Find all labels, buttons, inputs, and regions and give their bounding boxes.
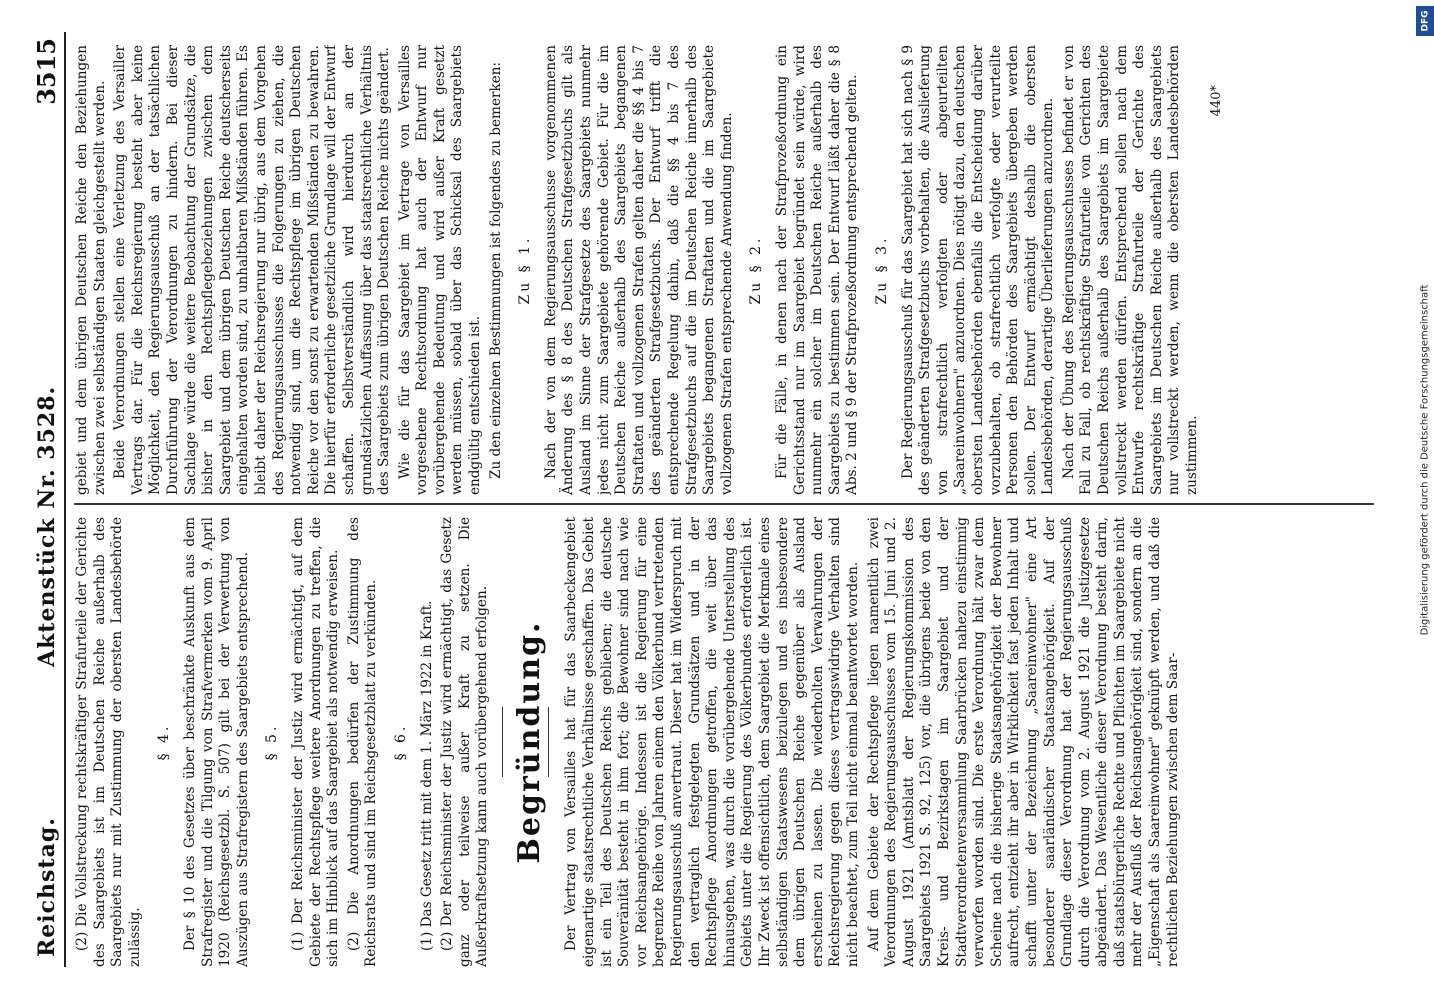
- zu-1-text: Nach der von dem Regierungsausschusse vorgenommenen Änderung des § 8 des Deutschen Strafgesetzbuchs gilt als Ausland im Sinne der Strafgesetze des Saargebiets nunmehr jedes nicht zum Saargebiete gehörende Gebiet. Für die im Deutschen Reiche außerhalb des Saargebiets begangenen Straftaten und vollzogenen Strafen gelten daher die §§ 4 bis 7 des geänderten Strafgesetzbuchs. Der Entwurf trifft die entsprechende Regelung dahin, daß die §§ 4 bis 7 des Strafgesetzbuchs auf die im Deutschen Reiche innerhalb des Saargebiets begangenen Straftaten und die im Saargebiete vollzogenen Strafen entsprechende Anwendung finden.: [542, 45, 735, 495]
- zu-2-title: Zu § 2.: [748, 235, 765, 305]
- section-4-title: § 4.: [156, 723, 173, 761]
- paragraph-verletzung: Beide Verordnungen stellen eine Verletzung des Versailler Vertrags dar. Für die Reichsregierung besteht aber keine Möglichkeit, den Regierungsausschuß an der tatsächlichen Durchführung der Verordnungen zu hindern. Bei dieser Sachlage würde die weitere Beobachtung der Grundsätze, die bisher in den Rechtspflegebeziehungen zwischen dem Saargebiet und dem übrigen Deutschen Reiche deutscherseits eingehalten worden sind, zu unhaltbaren Mißständen führen. Es bleibt daher der Reichsregierung nur übrig, aus dem Vorgehen des Regierungsausschusses die Folgerungen zu ziehen, die notwendig sind, um die Rechtspflege im übrigen Deutschen Reiche vor den sonst zu erwartenden Mißständen zu bewahren. Die hierfür erforderliche gesetzliche Grundlage will der Entwurf schaffen. Selbstverständlich wird hierdurch an der grundsätzlichen Auffassung über das staatsrechtliche Verhältnis des Saargebiets zum übrigen Deutschen Reiche nichts geändert.: [112, 45, 393, 495]
- column-divider: [74, 503, 1374, 505]
- right-column: [74, 45, 1374, 495]
- digitization-sidebar: [1416, 0, 1434, 1000]
- zu-2-text: Für die Fälle, in denen nach der Strafprozeßordnung ein Gerichtsstand nur im Saargebiet begründet sein würde, wird nunmehr ein solcher im Deutschen Reiche außerhalb des Saargebiets zu bestimmen sein. Der Entwurf läßt daher die § 8 Abs. 2 und § 9 der Strafprozeßordnung entsprechend gelten.: [773, 45, 861, 495]
- begruendung-paragraph-2: Auf dem Gebiete der Rechtspflege liegen namentlich zwei Verordnungen des Regierungsausschusses vom 15. Juni und 2. August 1921 (Amtsblatt der Regierungskommission des Saargebiets 1921 S. 92, 125) vor, die übrigens beide von den Kreis- und Bezirkstagen im Saargebiet und der Stadtverordnetenversammlung Saarbrücken nahezu einstimmig verworfen worden sind. Die erste Verordnung hält zwar dem Scheine nach die bisherige Staatsangehörigkeit der Bewohner aufrecht, entzieht ihr aber in Wirklichkeit fast jeden Inhalt und schafft unter der Bezeichnung „Saareinwohner" eine Art besonderer saarländischer Staatsangehörigkeit. Auf der Grundlage dieser Verordnung hat der Regierungsausschuß durch die Verordnung vom 2. August 1921 die Justizgesetze abgeändert. Das Wesentliche dieser Verordnung besteht darin, daß staatsbürgerliche Rechte und Pflichten im Saargebiete nicht mehr der Ausfluß der Reichsangehörigkeit sind, sondern an die „Eigenschaft als Saareinwohner" geknüpft werden, und daß die rechtlichen Beziehungen zwischen dem Saar-: [865, 517, 1181, 967]
- paragraph-voruebergehend: Wie die für das Saargebiet im Vertrage von Versailles vorgesehene Rechtsordnung hat auch der Entwurf nur vorübergehende Bedeutung und wird außer Kraft gesetzt werden müssen, sobald über das Schicksal des Saargebiets endgültig entschieden ist.: [396, 45, 484, 495]
- header-document-number: Aktenstück Nr. 3528.: [34, 385, 60, 667]
- section-5-paragraph-1: (1) Der Reichsminister der Justiz wird ermächtigt, auf dem Gebiete der Rechtspflege weitere Anordnungen zu treffen, die sich im Hinblick auf das Saargebiet als notwendig erweisen.: [289, 517, 342, 967]
- section-6-paragraph-2: (2) Der Reichsminister der Justiz wird ermächtigt, das Gesetz ganz oder teilweise außer Kraft zu setzen. Die Außerkraftsetzung kann auch vorübergehend erfolgen.: [439, 517, 491, 967]
- page-header: [30, 32, 66, 967]
- separator-rule-lower: [548, 707, 549, 777]
- rotated-document: [30, 32, 1390, 967]
- separator-rule: [502, 707, 503, 777]
- paragraph-bemerkungen: Zu den einzelnen Bestimmungen ist folgendes zu bemerken:: [487, 61, 504, 479]
- section-5-title: § 5.: [264, 723, 281, 761]
- begruendung-heading: Begründung.: [511, 620, 547, 864]
- zu-3-title: Zu § 3.: [873, 235, 890, 305]
- paragraph-3-2: (2) Die Vollstreckung rechtskräftiger Strafurteile der Gerichte des Saargebiets ist im Deutschen Reiche außerhalb des Saargebiets nur mit Zustimmung der obersten Landesbehörde zulässig.: [74, 517, 143, 967]
- dfg-logo-text: DFG: [1420, 10, 1431, 32]
- begruendung-paragraph-1: Der Vertrag von Versailles hat für das Saarbeckengebiet eigenartige staatsrechtliche Verhältnisse geschaffen. Das Gebiet ist ein Teil des Deutschen Reichs geblieben; die deutsche Souveränität besteht in ihm fort; die Bewohner sind nach wie vor Reichsangehörige. Indessen ist die Regierung für eine begrenzte Reihe von Jahren einem den Völkerbund vertretenden Regierungsausschuß anvertraut. Dieser hat im Widerspruch mit den vertraglich festgelegten Grundsätzen und in der Rechtspflege Anordnungen getroffen, die weit über das hinausgehen, was durch die vorübergehende Unterstellung des Gebiets unter die Regierung des Völkerbundes erforderlich ist. Ihr Zweck ist offensichtlich, dem Saargebiet die Merkmale eines selbständigen Staatswesens beizulegen und es insbesondere dem übrigen Deutschen Reiche gegenüber als Ausland erscheinen zu lassen. Die wiederholten Verwahrungen der Reichsregierung gegen dieses vertragswidrige Verhalten sind nicht beachtet, zum Teil nicht einmal beantwortet worden.: [563, 517, 861, 967]
- digitization-credit: Digitalisierung gefördert durch die Deutsche Forschungsgemeinschaft: [1419, 284, 1431, 636]
- zu-1-title: Zu § 1.: [517, 235, 534, 305]
- header-reichstag: Reichstag.: [34, 817, 60, 957]
- zu-3-paragraph-1: Der Regierungsausschuß für das Saargebiet hat sich nach § 9 des geänderten Strafgesetzbuchs vorbehalten, die Auslieferung von strafrechtlich verfolgten oder abgeurteilten „Saareinwohnern" anzuordnen. Dies nötigt dazu, den deutschen obersten Landesbehörden ebenfalls die Entscheidung darüber vorzubehalten, ob strafrechtlich verfolgte oder verurteilte Personen den Behörden des Saargebiets übergeben werden sollen. Der Entwurf ermächtigt deshalb die obersten Landesbehörden, derartige Überlieferungen anzuordnen.: [899, 45, 1057, 495]
- dfg-logo: [1416, 6, 1434, 36]
- header-page-number: 3515: [32, 38, 61, 105]
- signature-mark: 440*: [1208, 85, 1224, 117]
- section-4-text: Der § 10 des Gesetzes über beschränkte Auskunft aus dem Strafregister und die Tilgung von Strafvermerken vom 9. April 1920 (Reichsgesetzbl. S. 507) gilt bei der Verwertung von Auszügen aus Strafregistern des Saargebiets entsprechend.: [181, 517, 251, 967]
- zu-3-paragraph-2: Nach der Übung des Regierungsausschusses befindet er von Fall zu Fall, ob rechtskräftige Strafurteile von Gerichten des Deutschen Reichs außerhalb des Saargebiets im Saargebiete vollstreckt werden dürfen. Entsprechend sollen nach dem Entwurfe rechtskräftige Strafurteile der Gerichte des Saargebiets im Deutschen Reiche außerhalb des Saargebiets nur vollstreckt werden, wenn die obersten Landesbehörden zustimmen.: [1060, 45, 1201, 495]
- section-6-paragraph-1: (1) Das Gesetz tritt mit dem 1. März 1922 in Kraft.: [418, 600, 435, 951]
- continuation-paragraph: gebiet und dem übrigen Deutschen Reiche den Beziehungen zwischen zwei selbständigen Staaten gleichgestellt werden.: [74, 45, 108, 495]
- section-6-title: § 6.: [392, 723, 409, 761]
- left-column: [74, 517, 1374, 967]
- section-5-paragraph-2: (2) Die Anordnungen bedürfen der Zustimmung des Reichsrats und sind im Reichsgesetzblatt zu verkünden.: [345, 517, 380, 967]
